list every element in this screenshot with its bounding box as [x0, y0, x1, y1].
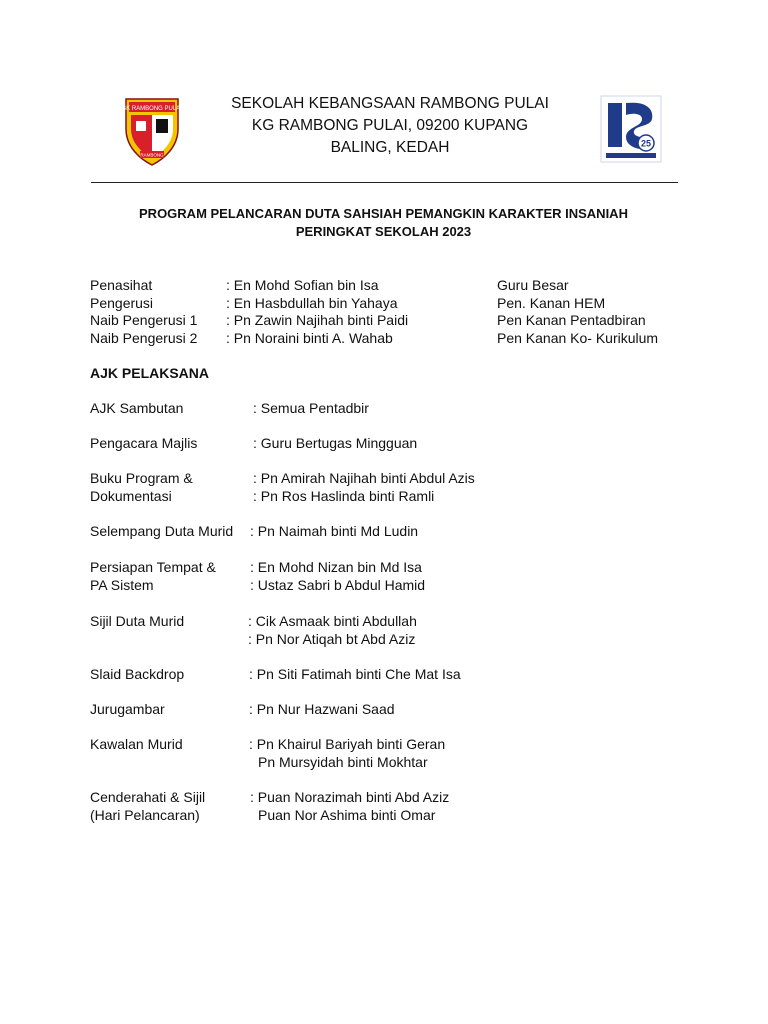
officer-role: Naib Pengerusi 2: [90, 330, 198, 346]
school-header: [190, 93, 590, 159]
committee-role: Pengacara Majlis: [90, 435, 198, 451]
committee-member: : En Mohd Nizan bin Md Isa: [250, 559, 422, 575]
committee-role: Slaid Backdrop: [90, 666, 185, 682]
committee-member: : Pn Nor Atiqah bt Abd Aziz: [248, 631, 416, 647]
officer-name: : Pn Noraini binti A. Wahab: [226, 330, 393, 346]
committee-heading: AJK PELAKSANA: [90, 365, 210, 381]
committee-member: : Puan Norazimah binti Abd Aziz: [250, 789, 450, 805]
committee-member: : Pn Amirah Najihah binti Abdul Azis: [253, 470, 475, 486]
committee-member: : Pn Ros Haslinda binti Ramli: [253, 488, 435, 504]
committee-role: AJK Sambutan: [90, 400, 184, 416]
committee-member: : Semua Pentadbir: [253, 400, 369, 416]
officer-role: Pengerusi: [90, 295, 154, 311]
committee-role: Kawalan Murid: [90, 736, 183, 752]
school-crest-logo: [120, 95, 184, 167]
header-divider: [91, 182, 678, 183]
document-title-line-1: PROGRAM PELANCARAN DUTA SAHSIAH PEMANGKIN KARAKTER INSANIAH: [139, 206, 628, 221]
committee-member: : Pn Khairul Bariyah binti Geran: [249, 736, 446, 752]
committee-role: Dokumentasi: [90, 488, 172, 504]
committee-member: : Pn Nur Hazwani Saad: [249, 701, 395, 717]
committee-role: Jurugambar: [90, 701, 165, 717]
school-address-line-2: BALING, KEDAH: [330, 139, 450, 156]
officer-position: Pen Kanan Pentadbiran: [497, 312, 646, 328]
committee-role: Cenderahati & Sijil: [90, 789, 206, 805]
committee-member: : Pn Siti Fatimah binti Che Mat Isa: [249, 666, 461, 682]
anniversary-number: 25: [640, 138, 652, 149]
committee-role: Persiapan Tempat &: [90, 559, 216, 575]
document-title-line-2: PERINGKAT SEKOLAH 2023: [295, 224, 472, 239]
officer-role: Penasihat: [90, 277, 153, 293]
officer-name: : Pn Zawin Najihah binti Paidi: [226, 312, 409, 328]
committee-role: Sijil Duta Murid: [90, 613, 185, 629]
officer-position: Guru Besar: [497, 277, 569, 293]
committee-member: : Guru Bertugas Mingguan: [253, 435, 418, 451]
committee-member: Pn Mursyidah binti Mokhtar: [258, 754, 428, 770]
officer-position: Pen Kanan Ko- Kurikulum: [497, 330, 659, 346]
officer-name: : En Mohd Sofian bin Isa: [226, 277, 379, 293]
committee-role: (Hari Pelancaran): [90, 807, 200, 823]
committee-member: : Pn Naimah binti Md Ludin: [250, 523, 419, 539]
committee-role: Selempang Duta Murid: [90, 523, 234, 539]
committee-role: PA Sistem: [90, 577, 154, 593]
school-address-line-1: KG RAMBONG PULAI, 09200 KUPANG: [251, 117, 529, 134]
crest-banner-text: SK RAMBONG PULAI: [122, 106, 182, 112]
school-name: SEKOLAH KEBANGSAAN RAMBONG PULAI: [231, 95, 549, 112]
anniversary-25-logo: [600, 95, 662, 163]
officer-name: : En Hasbdullah bin Yahaya: [226, 295, 398, 311]
committee-member: : Ustaz Sabri b Abdul Hamid: [250, 577, 426, 593]
officer-role: Naib Pengerusi 1: [90, 312, 198, 328]
document-title: [90, 205, 677, 241]
crest-ribbon-text: RAMBONG: [140, 152, 164, 158]
committee-member: Puan Nor Ashima binti Omar: [258, 807, 436, 823]
committee-role: Buku Program &: [90, 470, 193, 486]
committee-member: : Cik Asmaak binti Abdullah: [248, 613, 417, 629]
officer-position: Pen. Kanan HEM: [497, 295, 606, 311]
